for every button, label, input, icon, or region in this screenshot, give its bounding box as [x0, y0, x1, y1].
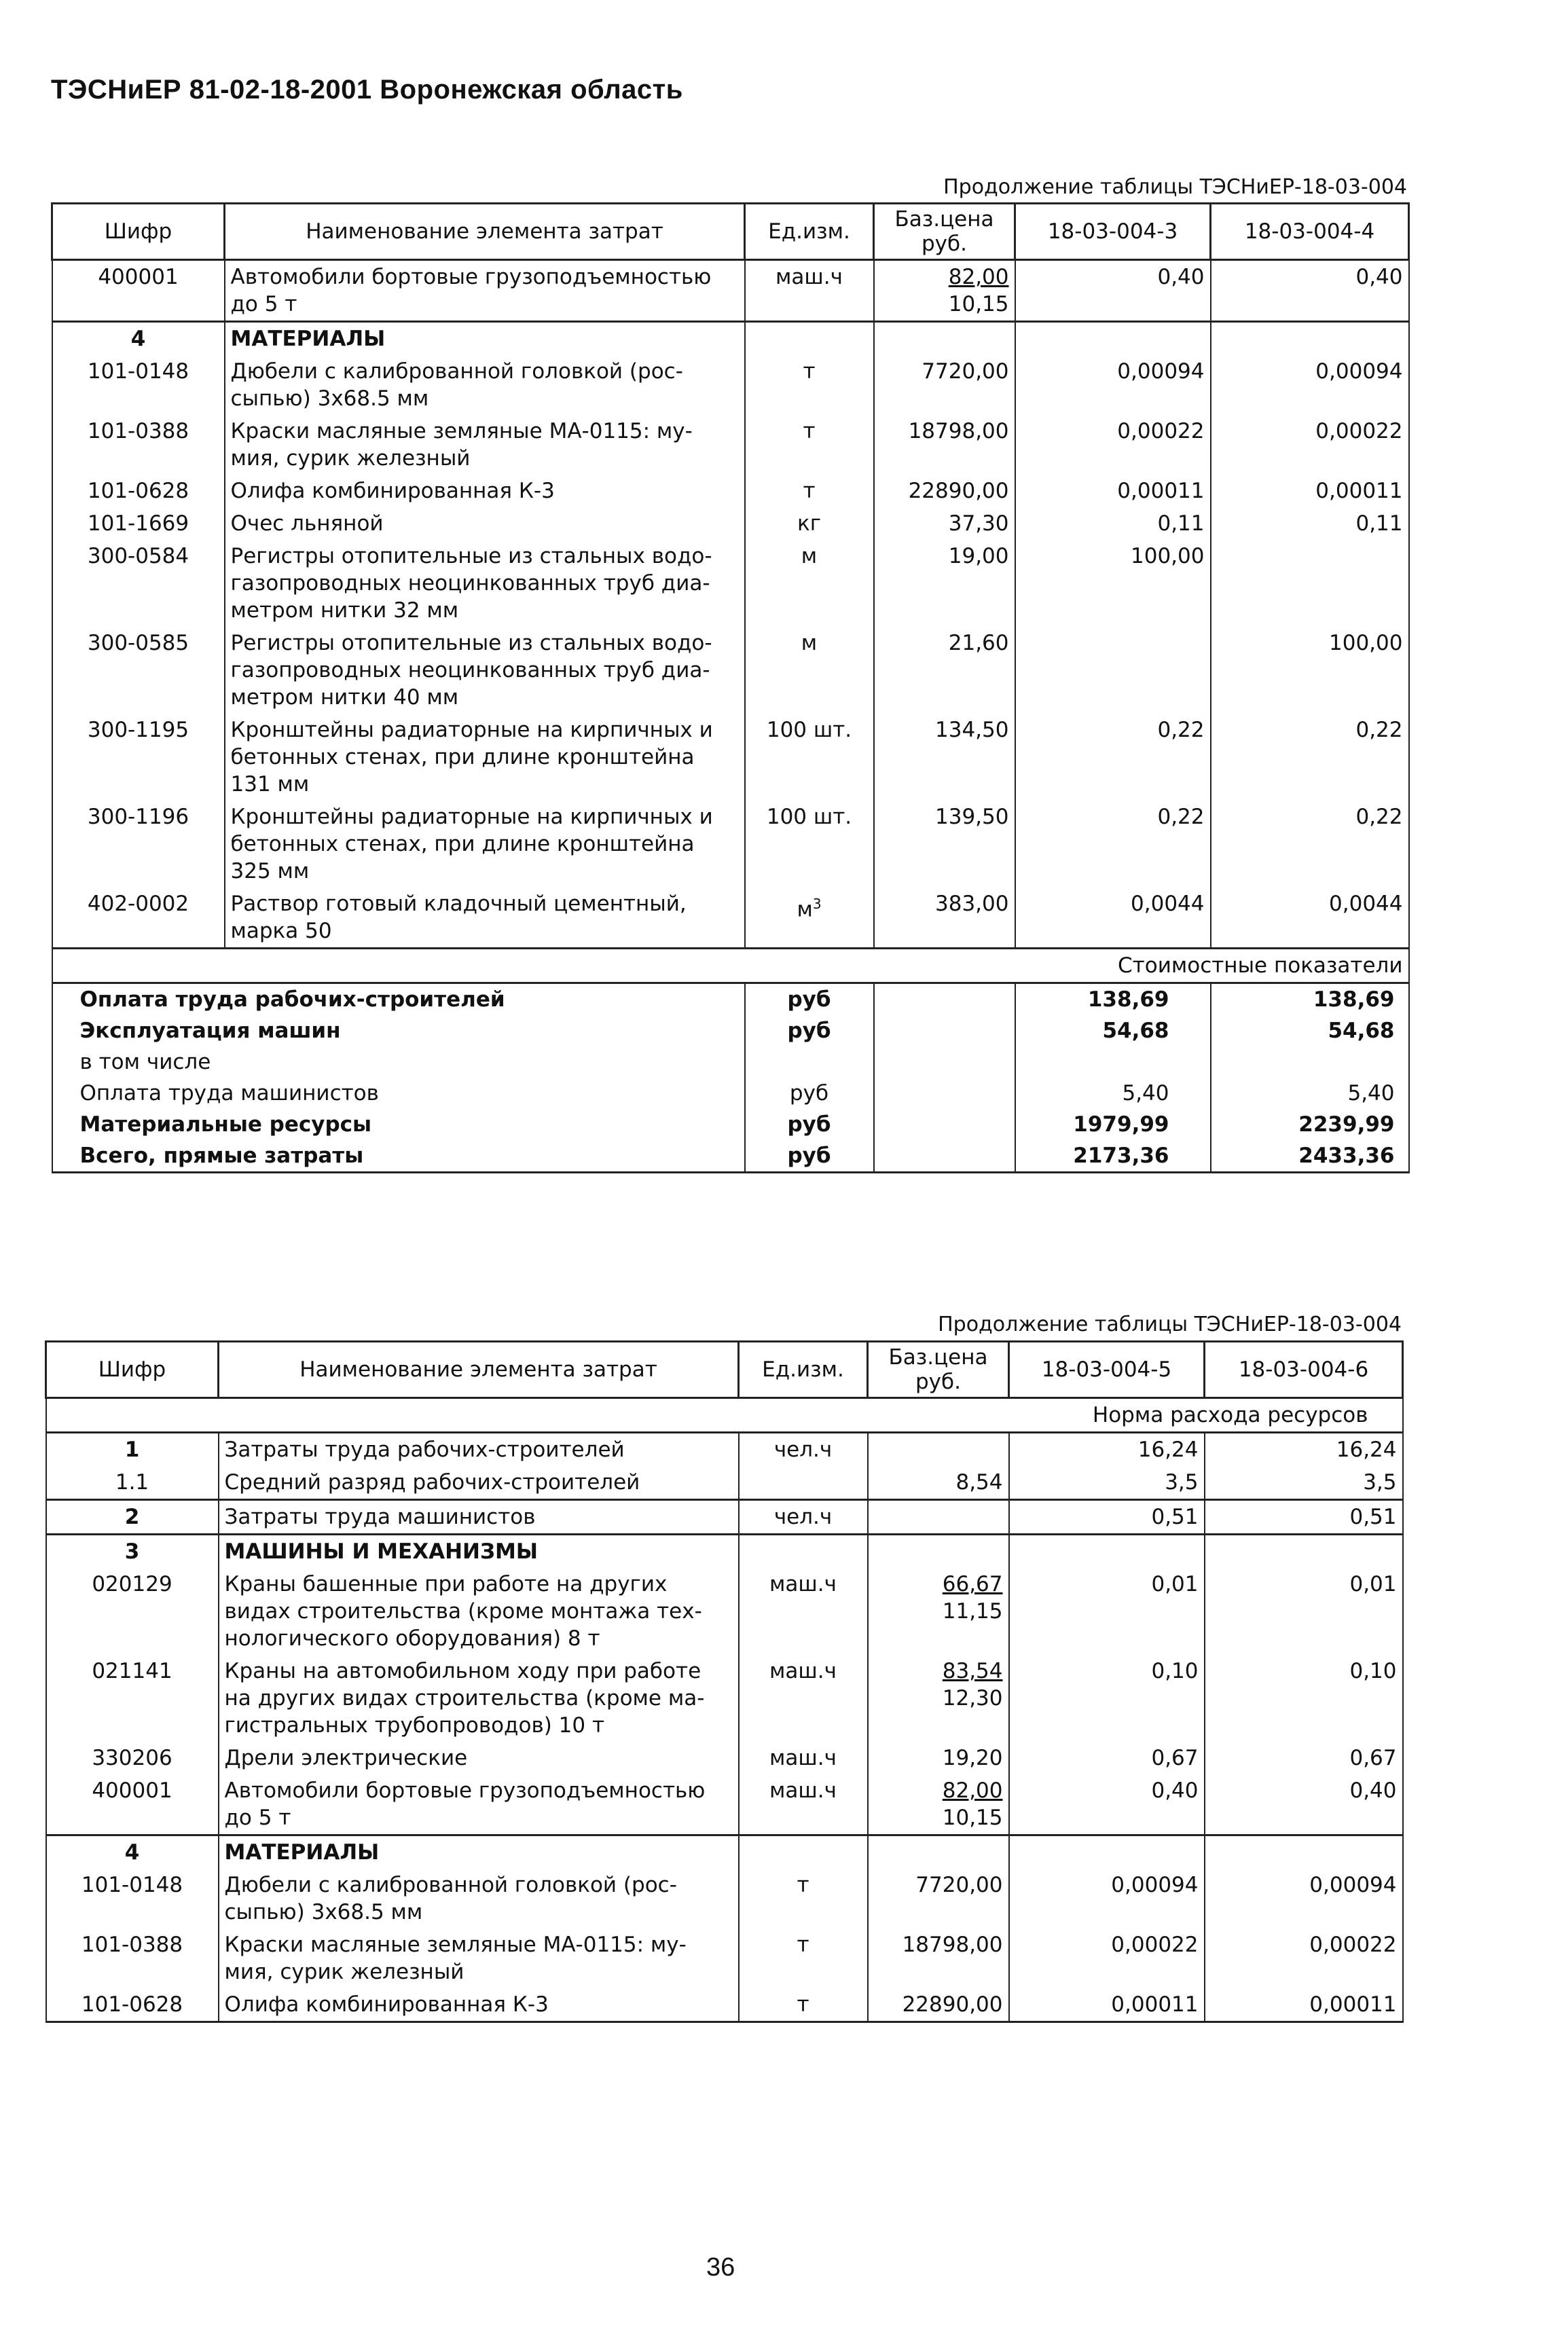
empty-cell: [1009, 1535, 1205, 1569]
table-row: [52, 475, 1409, 507]
norm-value: 0,00011: [1205, 1988, 1403, 2022]
norm-value: 0,22: [1211, 714, 1409, 801]
norm-value: 0,00094: [1015, 355, 1211, 415]
unit-text: т: [803, 479, 816, 503]
resource-code: 400001: [52, 260, 225, 322]
page-number: 36: [706, 2253, 735, 2282]
norm-value: 0,00094: [1205, 1869, 1403, 1928]
unit-text: м: [801, 544, 818, 568]
empty-cell: [874, 322, 1015, 356]
machine-price-fraction: [943, 1777, 1003, 1831]
norm-value: 0,67: [1205, 1742, 1403, 1774]
price-total: 66,67: [942, 1572, 1003, 1596]
unit: [739, 1774, 868, 1835]
section-title: МАТЕРИАЛЫ: [225, 322, 745, 356]
table2-header-row: [46, 1342, 1403, 1398]
table-row: [46, 1466, 1403, 1500]
column-header: 18-03-004-5: [1009, 1342, 1205, 1398]
base-price: 21,60: [874, 627, 1015, 714]
column-header: Наименование элемента затрат: [219, 1342, 739, 1398]
table1-caption: [943, 175, 1407, 199]
norm-value: 0,00094: [1009, 1869, 1205, 1928]
norm-value: 0,22: [1015, 801, 1211, 888]
base-price: 7720,00: [868, 1869, 1009, 1928]
unit: [745, 627, 874, 714]
cost-value: [1015, 1046, 1211, 1078]
norm-value: 0,11: [1015, 507, 1211, 540]
resource-code: 300-0585: [52, 627, 225, 714]
section-row: [46, 1535, 1403, 1569]
price-total: 83,54: [942, 1659, 1003, 1683]
base-price: 8,54: [868, 1466, 1009, 1500]
cost-unit: руб: [745, 1078, 874, 1109]
base-price: [868, 1433, 1009, 1467]
base-price: 19,20: [868, 1742, 1009, 1774]
column-header: Ед.изм.: [745, 204, 874, 260]
cost-value: 2173,36: [1015, 1140, 1211, 1173]
cost-value: 1979,99: [1015, 1109, 1211, 1140]
norm-value: 0,00011: [1211, 475, 1409, 507]
resource-name: Дюбели с калиброванной головкой (рос-сыпью) 3х68.5 мм: [219, 1869, 739, 1928]
base-price: [868, 1568, 1009, 1655]
norm-value: 0,00022: [1015, 415, 1211, 475]
resource-name: Кронштейны радиаторные на кирпичных и бетонных стенах, при длине кронштейна 131 мм: [225, 714, 745, 801]
base-price: 18798,00: [874, 415, 1015, 475]
resource-name: Краски масляные земляные МА-0115: му-мия, сурик железный: [225, 415, 745, 475]
empty-cell: [868, 1835, 1009, 1869]
empty-cell: [745, 322, 874, 356]
resource-name: Автомобили бортовые грузоподъемностью до 5 т: [225, 260, 745, 322]
base-price: 22890,00: [868, 1988, 1009, 2022]
unit-text: маш.ч: [776, 265, 843, 289]
unit: [745, 260, 874, 322]
table-row: [46, 1742, 1403, 1774]
resource-code: 4: [52, 322, 225, 356]
empty-cell: [874, 1015, 1015, 1046]
unit: [745, 714, 874, 801]
resource-name: Регистры отопительные из стальных водо-газопроводных неоцинкованных труб диа-метром нитки 40 мм: [225, 627, 745, 714]
empty-cell: [874, 1140, 1015, 1173]
cost-row: [52, 1109, 1409, 1140]
empty-cell: [739, 1835, 868, 1869]
table-row: [46, 1774, 1403, 1835]
table-row: [52, 714, 1409, 801]
unit-text: т: [797, 1873, 809, 1897]
unit-text: маш.ч: [769, 1778, 837, 1803]
column-header: Баз.цена руб.: [868, 1342, 1009, 1398]
price-total: 82,00: [948, 265, 1009, 289]
resource-name: Краны башенные при работе на других видах строительства (кроме монтажа тех-нологического оборудования) 8 т: [219, 1568, 739, 1655]
resource-code: 330206: [46, 1742, 219, 1774]
empty-cell: [1211, 322, 1409, 356]
norm-section-header: [46, 1398, 1403, 1433]
cost-row: [52, 983, 1409, 1016]
unit-text: чел.ч: [773, 1505, 833, 1529]
empty-cell: [874, 1078, 1015, 1109]
resource-code: 300-0584: [52, 540, 225, 627]
unit-text: т: [797, 1992, 809, 2017]
norm-value: 0,40: [1015, 260, 1211, 322]
empty-cell: [1205, 1535, 1403, 1569]
table-row: [46, 1988, 1403, 2022]
norm-value: [1211, 540, 1409, 627]
section-title: МАТЕРИАЛЫ: [219, 1835, 739, 1869]
unit: [745, 801, 874, 888]
resource-name: Кронштейны радиаторные на кирпичных и бетонных стенах, при длине кронштейна 325 мм: [225, 801, 745, 888]
norm-value: 0,00011: [1015, 475, 1211, 507]
empty-cell: [739, 1535, 868, 1569]
resource-code: 2: [46, 1500, 219, 1535]
column-header: Ед.изм.: [739, 1342, 868, 1398]
base-price: [868, 1500, 1009, 1535]
resource-code: 4: [46, 1835, 219, 1869]
resource-code: 021141: [46, 1655, 219, 1742]
cost-value: 2239,99: [1211, 1109, 1409, 1140]
norm-value: 0,10: [1009, 1655, 1205, 1742]
unit: [739, 1466, 868, 1500]
table1-header-row: [52, 204, 1409, 260]
norm-value: 0,51: [1205, 1500, 1403, 1535]
machine-price-fraction: [943, 1571, 1003, 1625]
column-header: Баз.цена руб.: [874, 204, 1015, 260]
norm-value: [1015, 627, 1211, 714]
cost-row: [52, 1015, 1409, 1046]
cost-label: Оплата труда рабочих-строителей: [52, 983, 745, 1016]
price-operator-wage: 10,15: [942, 1806, 1003, 1830]
cost-value: 2433,36: [1211, 1140, 1409, 1173]
table-row: [46, 1928, 1403, 1988]
norm-value: 0,0044: [1015, 888, 1211, 949]
cost-value: 138,69: [1015, 983, 1211, 1016]
unit: [739, 1433, 868, 1467]
resource-name: Затраты труда машинистов: [219, 1500, 739, 1535]
norm-value: 100,00: [1211, 627, 1409, 714]
norm-value: 0,00022: [1009, 1928, 1205, 1988]
base-price: 383,00: [874, 888, 1015, 949]
base-price: [868, 1774, 1009, 1835]
base-price: 7720,00: [874, 355, 1015, 415]
unit: [739, 1988, 868, 2022]
resource-name: Дрели электрические: [219, 1742, 739, 1774]
table-row: [52, 540, 1409, 627]
resource-code: 101-0148: [46, 1869, 219, 1928]
table-row: [52, 355, 1409, 415]
norm-value: 0,01: [1009, 1568, 1205, 1655]
empty-cell: [874, 1109, 1015, 1140]
unit-text: м: [801, 631, 818, 655]
price-operator-wage: 12,30: [942, 1686, 1003, 1711]
cost-row: [52, 1078, 1409, 1109]
resource-code: 020129: [46, 1568, 219, 1655]
norm-value: 0,00011: [1009, 1988, 1205, 2022]
unit-text: маш.ч: [769, 1746, 837, 1770]
section-row: [52, 322, 1409, 356]
column-header: Шифр: [52, 204, 225, 260]
unit-text: т: [803, 419, 816, 443]
table-row: [46, 1568, 1403, 1655]
unit-text: т: [803, 359, 816, 384]
cost-label: Оплата труда машинистов: [52, 1078, 745, 1109]
cost-unit: руб: [745, 1015, 874, 1046]
empty-cell: [874, 1046, 1015, 1078]
unit-text: т: [797, 1933, 809, 1957]
resource-code: 3: [46, 1535, 219, 1569]
resource-name: Раствор готовый кладочный цементный, марка 50: [225, 888, 745, 949]
table2-caption-text: Продолжение таблицы ТЭСНиЕР-18-03-004: [938, 1313, 1402, 1336]
unit: [745, 507, 874, 540]
empty-cell: [1015, 322, 1211, 356]
resource-code: 300-1196: [52, 801, 225, 888]
base-price: 134,50: [874, 714, 1015, 801]
norm-value: 0,22: [1015, 714, 1211, 801]
empty-cell: [868, 1535, 1009, 1569]
unit-text: кг: [797, 511, 821, 536]
base-price: 22890,00: [874, 475, 1015, 507]
unit: [739, 1869, 868, 1928]
page-title: ТЭСНиЕР 81-02-18-2001 Воронежская область: [51, 75, 683, 105]
table-row: [52, 801, 1409, 888]
norm-value: 3,5: [1009, 1466, 1205, 1500]
table-row: [46, 1433, 1403, 1467]
section-title: МАШИНЫ И МЕХАНИЗМЫ: [219, 1535, 739, 1569]
table-row: [52, 260, 1409, 322]
norm-value: 0,40: [1211, 260, 1409, 322]
empty-cell: [874, 983, 1015, 1016]
resource-code: 300-1195: [52, 714, 225, 801]
resource-name: Автомобили бортовые грузоподъемностью до 5 т: [219, 1774, 739, 1835]
unit: [739, 1500, 868, 1535]
cost-unit: [745, 1046, 874, 1078]
unit: [745, 415, 874, 475]
empty-cell: [1205, 1835, 1403, 1869]
table-row: [52, 888, 1409, 949]
column-header: Шифр: [46, 1342, 219, 1398]
resource-code: 101-0628: [52, 475, 225, 507]
cost-value: 138,69: [1211, 983, 1409, 1016]
table-row: [52, 415, 1409, 475]
resource-name: Олифа комбинированная К-3: [219, 1988, 739, 2022]
resource-table-2: [45, 1340, 1404, 2023]
unit-text: 100 шт.: [766, 805, 852, 829]
norm-value: 0,51: [1009, 1500, 1205, 1535]
table-row: [52, 627, 1409, 714]
cost-value: 54,68: [1015, 1015, 1211, 1046]
norm-value: 0,22: [1211, 801, 1409, 888]
table-row: [46, 1655, 1403, 1742]
unit-text: маш.ч: [769, 1572, 837, 1596]
column-header: 18-03-004-6: [1205, 1342, 1403, 1398]
norm-value: 0,0044: [1211, 888, 1409, 949]
unit: [739, 1568, 868, 1655]
resource-table-1: [51, 202, 1410, 1173]
unit: [739, 1655, 868, 1742]
resource-code: 101-0388: [46, 1928, 219, 1988]
cost-unit: руб: [745, 1140, 874, 1173]
table-row: [46, 1500, 1403, 1535]
base-price: 139,50: [874, 801, 1015, 888]
section-row: [46, 1835, 1403, 1869]
norm-value: 0,00022: [1211, 415, 1409, 475]
cost-section-header: [52, 949, 1409, 983]
price-operator-wage: 11,15: [942, 1599, 1003, 1624]
norm-value: 0,11: [1211, 507, 1409, 540]
cost-label: Материальные ресурсы: [52, 1109, 745, 1140]
resource-code: 101-1669: [52, 507, 225, 540]
base-price: 19,00: [874, 540, 1015, 627]
norm-value: 0,40: [1205, 1774, 1403, 1835]
price-operator-wage: 10,15: [948, 292, 1009, 316]
column-header: 18-03-004-4: [1211, 204, 1409, 260]
resource-name: Очес льняной: [225, 507, 745, 540]
unit: [745, 475, 874, 507]
unit-exponent: 3: [812, 896, 822, 912]
norm-section-title: Норма расхода ресурсов: [46, 1398, 1403, 1433]
base-price: [868, 1655, 1009, 1742]
cost-row: [52, 1046, 1409, 1078]
machine-price-fraction: [943, 1658, 1003, 1712]
cost-value: 5,40: [1015, 1078, 1211, 1109]
norm-value: 0,40: [1009, 1774, 1205, 1835]
unit: [745, 540, 874, 627]
unit: [745, 888, 874, 949]
machine-price-fraction: [949, 263, 1009, 318]
resource-name: Средний разряд рабочих-строителей: [219, 1466, 739, 1500]
empty-cell: [1009, 1835, 1205, 1869]
cost-row: [52, 1140, 1409, 1173]
cost-value: 5,40: [1211, 1078, 1409, 1109]
resource-name: Краны на автомобильном ходу при работе на других видах строительства (кроме ма-гистральных трубопроводов) 10 т: [219, 1655, 739, 1742]
table2-caption: [938, 1313, 1402, 1336]
cost-label: Эксплуатация машин: [52, 1015, 745, 1046]
table-row: [52, 507, 1409, 540]
base-price: 18798,00: [868, 1928, 1009, 1988]
cost-label: в том числе: [52, 1046, 745, 1078]
unit-text: м: [797, 897, 813, 922]
cost-value: 54,68: [1211, 1015, 1409, 1046]
price-total: 82,00: [942, 1778, 1003, 1803]
resource-code: 101-0628: [46, 1988, 219, 2022]
norm-value: 0,01: [1205, 1568, 1403, 1655]
resource-name: Затраты труда рабочих-строителей: [219, 1433, 739, 1467]
norm-value: 0,00022: [1205, 1928, 1403, 1988]
norm-value: 3,5: [1205, 1466, 1403, 1500]
resource-code: 1.1: [46, 1466, 219, 1500]
norm-value: 0,10: [1205, 1655, 1403, 1742]
cost-unit: руб: [745, 1109, 874, 1140]
unit-text: 100 шт.: [766, 718, 852, 742]
resource-name: Дюбели с калиброванной головкой (рос-сыпью) 3х68.5 мм: [225, 355, 745, 415]
norm-value: 0,00094: [1211, 355, 1409, 415]
column-header: 18-03-004-3: [1015, 204, 1211, 260]
cost-label: Всего, прямые затраты: [52, 1140, 745, 1173]
resource-code: 402-0002: [52, 888, 225, 949]
resource-code: 400001: [46, 1774, 219, 1835]
norm-value: 16,24: [1009, 1433, 1205, 1467]
resource-code: 1: [46, 1433, 219, 1467]
cost-unit: руб: [745, 983, 874, 1016]
column-header: Наименование элемента затрат: [225, 204, 745, 260]
table1-caption-text: Продолжение таблицы ТЭСНиЕР-18-03-004: [943, 175, 1407, 199]
unit: [745, 355, 874, 415]
unit: [739, 1742, 868, 1774]
cost-value: [1211, 1046, 1409, 1078]
resource-name: Олифа комбинированная К-3: [225, 475, 745, 507]
resource-name: Краски масляные земляные МА-0115: му-мия, сурик железный: [219, 1928, 739, 1988]
resource-name: Регистры отопительные из стальных водо-газопроводных неоцинкованных труб диа-метром нитки 32 мм: [225, 540, 745, 627]
unit-text: чел.ч: [773, 1438, 833, 1462]
base-price: [874, 260, 1015, 322]
unit: [739, 1928, 868, 1988]
base-price: 37,30: [874, 507, 1015, 540]
unit-text: маш.ч: [769, 1659, 837, 1683]
norm-value: 100,00: [1015, 540, 1211, 627]
table-row: [46, 1869, 1403, 1928]
resource-code: 101-0148: [52, 355, 225, 415]
norm-value: 0,67: [1009, 1742, 1205, 1774]
cost-section-title: Стоимостные показатели: [52, 949, 1409, 983]
norm-value: 16,24: [1205, 1433, 1403, 1467]
resource-code: 101-0388: [52, 415, 225, 475]
